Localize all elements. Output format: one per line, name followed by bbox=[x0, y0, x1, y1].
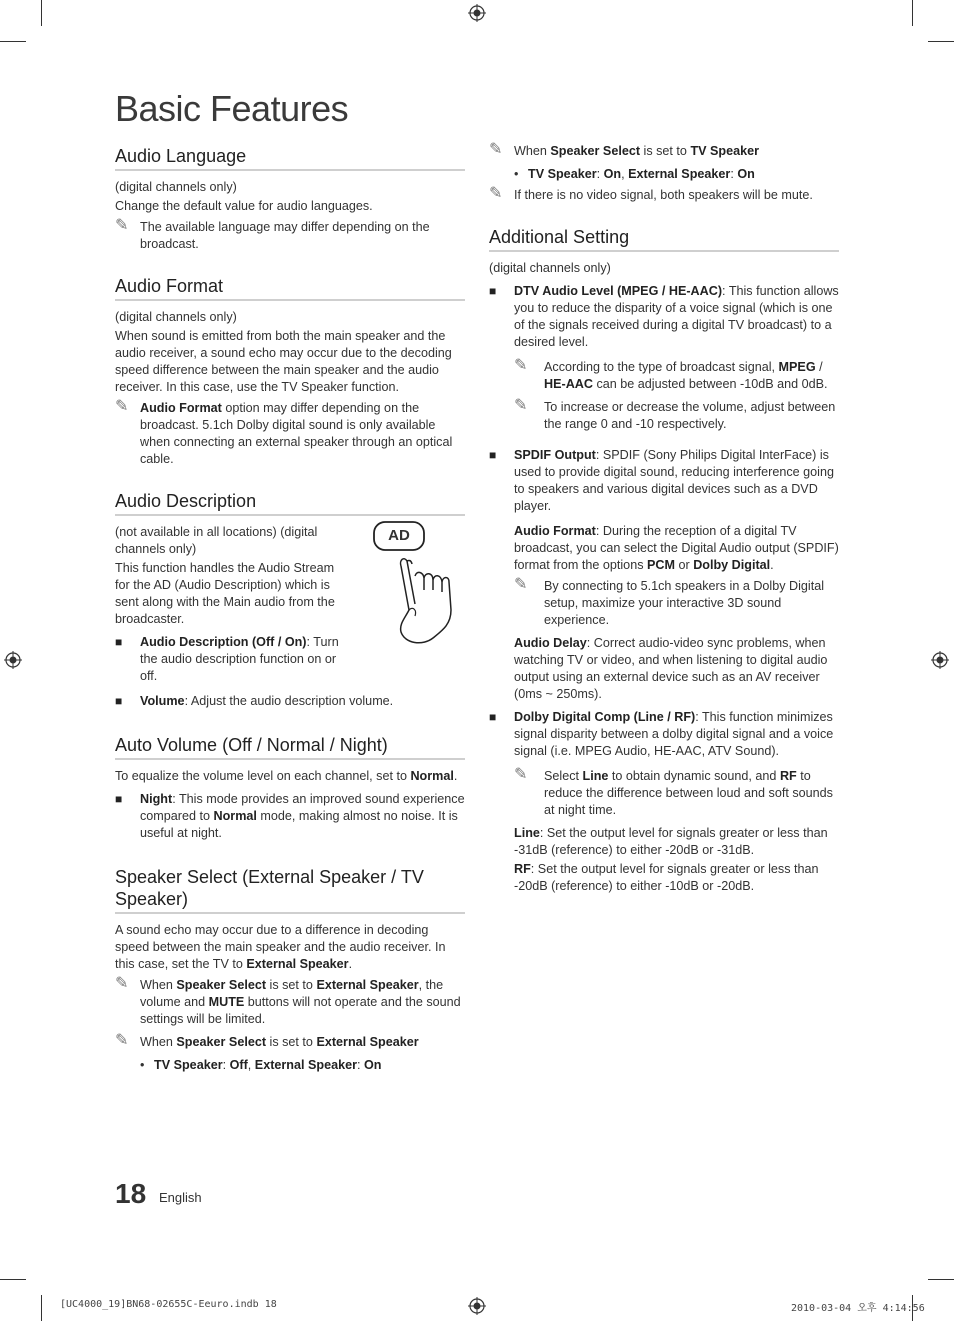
section-heading: Audio Language bbox=[115, 145, 465, 171]
pencil-note-icon: ✎ bbox=[115, 975, 129, 992]
pencil-note-icon: ✎ bbox=[489, 141, 503, 158]
left-column bbox=[115, 145, 465, 1078]
note: ✎ When Speaker Select is set to External Speaker bbox=[115, 1032, 419, 1049]
crop-mark bbox=[41, 1295, 42, 1321]
sub-list-item: • TV Speaker: Off, External Speaker: On bbox=[140, 1058, 382, 1072]
rf-text: RF: Set the output level for signals greater or less than -20dB (reference) to either -10dB or -20dB. bbox=[514, 862, 819, 893]
registration-mark-icon bbox=[468, 1297, 486, 1315]
auto-volume-section bbox=[115, 734, 465, 842]
description-text: To equalize the volume level on each channel, set to Normal. bbox=[115, 769, 458, 783]
note: ✎ When Speaker Select is set to External Speaker, the volume and MUTE buttons will not operate and the sound settings will be limited. bbox=[115, 975, 461, 1026]
bullet-dot-icon: • bbox=[514, 167, 519, 181]
audio-format-text: Audio Format: During the reception of a digital TV broadcast, you can select the Digital Audio output (SPDIF) format from the options PCM or Dolby Digital. bbox=[514, 524, 839, 572]
note-text: The available language may differ depending on the broadcast. bbox=[140, 220, 430, 251]
note: ✎ By connecting to 5.1ch speakers in a Dolby Digital setup, maximize your interactive 3D sound experience. bbox=[514, 576, 825, 627]
pencil-note-icon: ✎ bbox=[115, 398, 129, 415]
description-text: A sound echo may occur due to a difference in decoding speed between the main speaker and the audio receiver. In this case, set the TV to External Speaker. bbox=[115, 923, 446, 971]
speaker-select-section bbox=[115, 866, 465, 1074]
list-item: ■ DTV Audio Level (MPEG / HE-AAC): This function allows you to reduce the disparity of a voice signal (which is one of the signals received during a digital TV broadcast) to a desired level. bbox=[489, 284, 839, 349]
scope-text: (not available in all locations) (digital channels only) bbox=[115, 525, 318, 556]
square-bullet-icon: ■ bbox=[115, 635, 123, 649]
list-item: ■ SPDIF Output: SPDIF (Sony Philips Digital InterFace) is used to provide digital sound, reducing interference going to speakers and various digital devices such as a DVD player. bbox=[489, 448, 834, 513]
section-heading: Audio Format bbox=[115, 275, 465, 301]
list-item: ■ Volume: Adjust the audio description volume. bbox=[115, 694, 394, 708]
scope-text: (digital channels only) bbox=[115, 310, 237, 324]
note-bold: Audio Format bbox=[140, 401, 222, 415]
note: ✎ Select Line to obtain dynamic sound, and RF to reduce the difference between loud and soft sounds at night time. bbox=[514, 766, 833, 817]
section-heading: Additional Setting bbox=[489, 226, 839, 252]
print-footer-file: [UC4000_19]BN68-02655C-Eeuro.indb 18 bbox=[60, 1299, 277, 1310]
description-text: This function handles the Audio Stream for the AD (Audio Description) which is sent along with the Main audio from the broadcaster. bbox=[115, 561, 335, 626]
language-label: English bbox=[159, 1190, 202, 1205]
registration-mark-icon bbox=[4, 651, 22, 669]
square-bullet-icon: ■ bbox=[115, 694, 123, 708]
list-item: ■ Audio Description (Off / On): Turn the audio description function on or off. bbox=[115, 635, 339, 683]
crop-mark bbox=[912, 0, 913, 26]
square-bullet-icon: ■ bbox=[489, 448, 497, 462]
pencil-note-icon: ✎ bbox=[115, 217, 129, 234]
scope-text: (digital channels only) bbox=[115, 180, 237, 194]
pencil-note-icon: ✎ bbox=[514, 397, 528, 414]
section-heading: Audio Description bbox=[115, 490, 465, 516]
crop-mark bbox=[41, 0, 42, 26]
note: ✎ If there is no video signal, both speakers will be mute. bbox=[489, 185, 813, 202]
pencil-note-icon: ✎ bbox=[115, 1032, 129, 1049]
note bbox=[115, 219, 465, 253]
square-bullet-icon: ■ bbox=[489, 710, 497, 724]
note: ✎ When Speaker Select is set to TV Speaker bbox=[489, 141, 760, 158]
right-column bbox=[489, 143, 839, 897]
note: ✎ To increase or decrease the volume, adjust between the range 0 and -10 respectively. bbox=[514, 397, 836, 431]
section-heading: Auto Volume (Off / Normal / Night) bbox=[115, 734, 465, 760]
remote-hand-illustration bbox=[371, 520, 463, 648]
section-heading: Speaker Select (External Speaker / TV Speaker) bbox=[115, 866, 465, 914]
description-text: Change the default value for audio languages. bbox=[115, 199, 373, 213]
note-text: option may differ depending on the broadcast. 5.1ch Dolby digital sound is only available when connecting an external speaker through an optical cable. bbox=[140, 401, 453, 466]
audio-description-intro bbox=[115, 524, 347, 685]
square-bullet-icon: ■ bbox=[115, 792, 123, 806]
registration-mark-icon bbox=[931, 651, 949, 669]
audio-language-section bbox=[115, 145, 465, 253]
additional-setting-section bbox=[489, 226, 839, 895]
pencil-note-icon: ✎ bbox=[514, 576, 528, 593]
list-item: ■ Night: This mode provides an improved sound experience compared to Normal mode, making almost no noise. It is useful at night. bbox=[115, 792, 465, 840]
page-number: 18 bbox=[115, 1178, 147, 1209]
print-footer-date: 2010-03-04 오후 4:14:56 bbox=[791, 1303, 925, 1314]
bullet-dot-icon: • bbox=[140, 1058, 145, 1072]
note bbox=[115, 400, 465, 468]
pencil-note-icon: ✎ bbox=[514, 766, 528, 783]
page-title: Basic Features bbox=[115, 88, 349, 129]
sub-list-item: • TV Speaker: On, External Speaker: On bbox=[514, 167, 755, 181]
crop-mark bbox=[928, 1279, 954, 1280]
ad-button-label: AD bbox=[388, 527, 410, 544]
note: ✎ According to the type of broadcast signal, MPEG / HE-AAC can be adjusted between -10dB and 0dB. bbox=[514, 357, 828, 391]
crop-mark bbox=[0, 1279, 26, 1280]
square-bullet-icon: ■ bbox=[489, 284, 497, 298]
list-item: ■ Dolby Digital Comp (Line / RF): This function minimizes signal disparity between a dolby digital signal and a voice signal (i.e. MPEG Audio, HE-AAC, ATV Sound). bbox=[489, 710, 834, 758]
scope-text: (digital channels only) bbox=[489, 261, 611, 275]
audio-delay-text: Audio Delay: Correct audio-video sync problems, when watching TV or video, and when listening to digital audio output using an external device such as an AV receiver (0ms ~ 250ms). bbox=[514, 636, 828, 701]
description-text: When sound is emitted from both the main speaker and the audio receiver, a sound echo may occur due to the decoding speed difference between the main speaker and the audio receiver. In this case, use the TV Speaker function. bbox=[115, 329, 452, 394]
audio-description-section bbox=[115, 490, 465, 710]
line-text: Line: Set the output level for signals greater or less than -31dB (reference) to either -20dB or -31dB. bbox=[514, 826, 828, 857]
audio-format-section bbox=[115, 275, 465, 468]
crop-mark bbox=[0, 41, 26, 42]
pencil-note-icon: ✎ bbox=[489, 185, 503, 202]
crop-mark bbox=[928, 41, 954, 42]
pencil-note-icon: ✎ bbox=[514, 357, 528, 374]
registration-mark-icon bbox=[468, 4, 486, 22]
